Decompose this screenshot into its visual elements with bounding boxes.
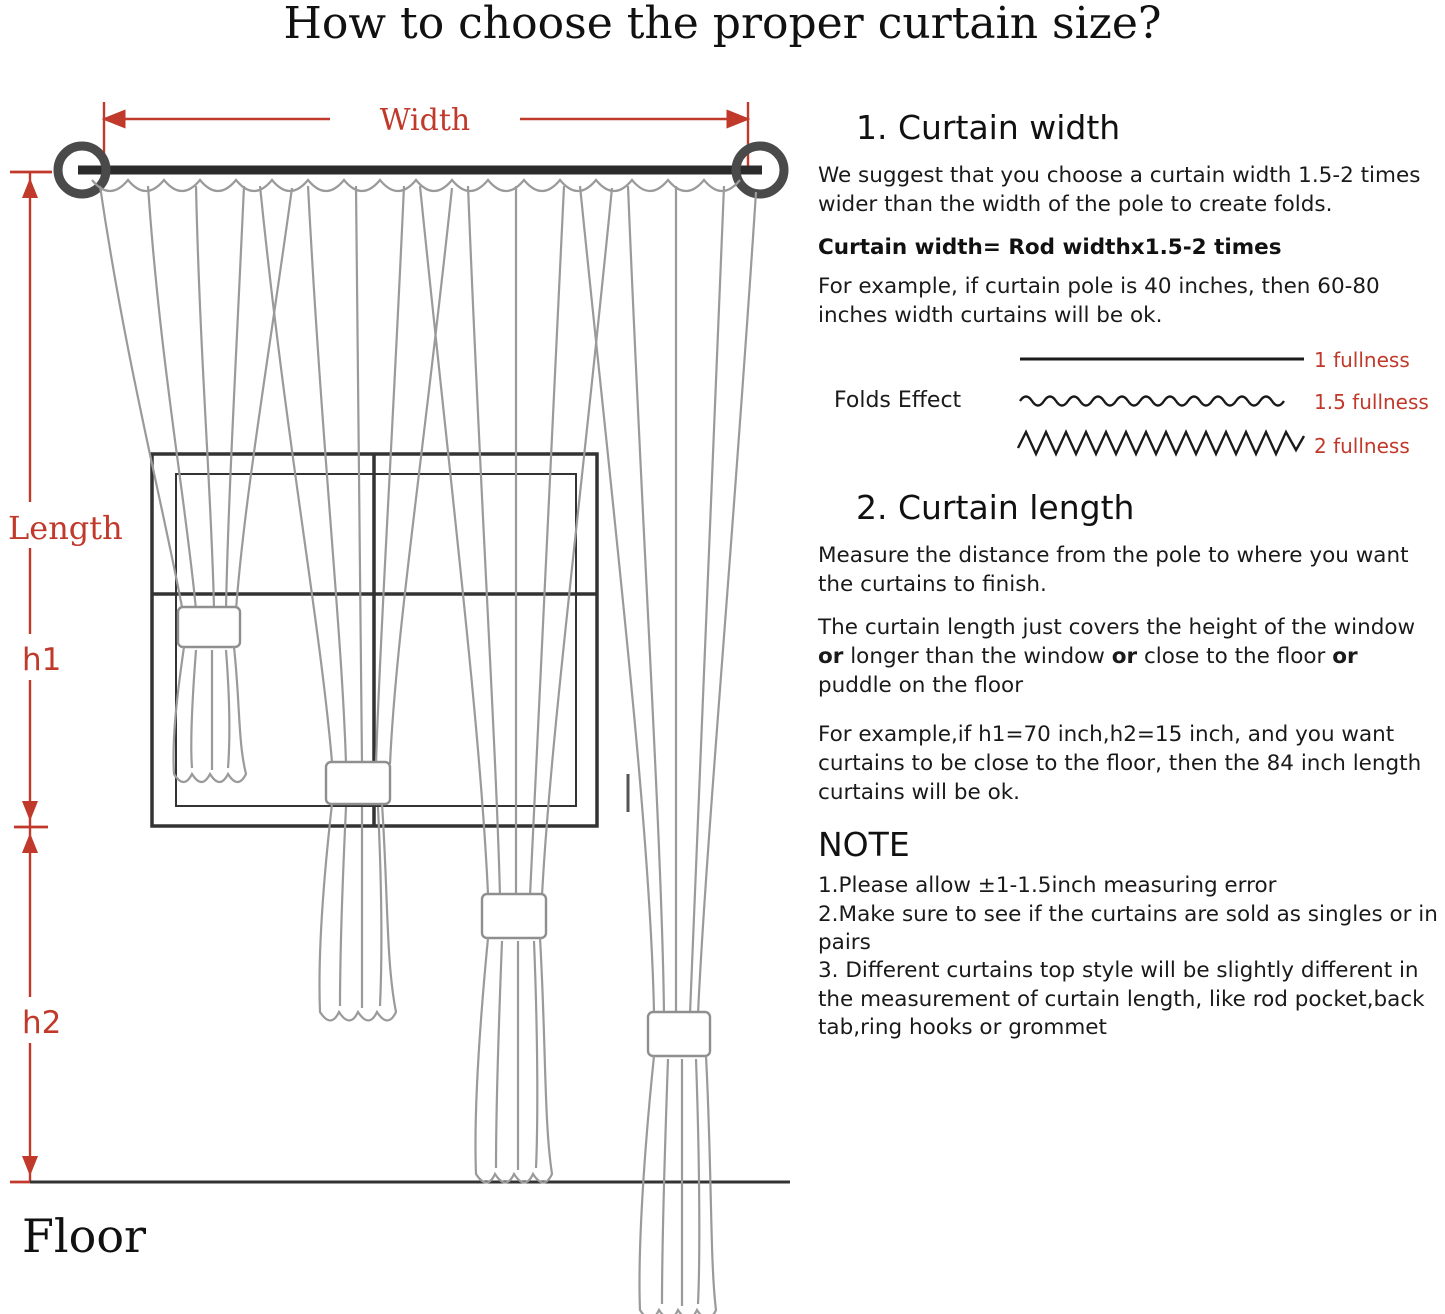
- label-h1: h1: [22, 642, 62, 678]
- section-2-paragraph-2: For example,if h1=70 inch,h2=15 inch, and you want curtains to be close to the floor, then the 84 inch length curtains will be ok.: [818, 722, 1422, 806]
- mixed-p4: puddle on the floor: [818, 673, 1024, 699]
- note-line-3: 3. Different curtains top style will be slightly different in the measurement of curtain length, like rod pocket,back tab,ring hooks or grommet: [818, 958, 1425, 1041]
- mixed-p2: longer than the window: [843, 644, 1112, 670]
- fold-label-1.5-fullness: 1.5 fullness: [1314, 390, 1429, 415]
- note-line-2: 2.Make sure to see if the curtains are sold as singles or in pairs: [818, 901, 1438, 955]
- curtain-diagram: [0, 62, 800, 1314]
- section-1-paragraph-1: We suggest that you choose a curtain width 1.5-2 times wider than the width of the pole to create folds.: [818, 163, 1421, 218]
- label-width: Width: [379, 103, 471, 138]
- fold-label-1-fullness: 1 fullness: [1314, 348, 1410, 373]
- mixed-p1: The curtain length just covers the height of the window: [818, 615, 1416, 641]
- note-line-1: 1.Please allow ±1-1.5inch measuring error: [818, 873, 1277, 899]
- section-1-formula: Curtain width= Rod widthx1.5-2 times: [818, 235, 1282, 261]
- label-length: Length: [8, 509, 123, 547]
- section-1-paragraph-2: For example, if curtain pole is 40 inches, then 60-80 inches width curtains will be ok.: [818, 274, 1380, 329]
- fold-line-1.5-fullness: [1016, 386, 1308, 420]
- section-2-heading: 2. Curtain length: [856, 488, 1135, 528]
- curtain-panels: [92, 180, 756, 1314]
- section-2-mixed-paragraph: [818, 613, 1438, 700]
- section-1-heading: 1. Curtain width: [856, 108, 1121, 147]
- fold-label-2-fullness: 2 fullness: [1314, 434, 1410, 459]
- fold-line-1-fullness: [1016, 344, 1308, 378]
- mixed-b3: or: [1332, 644, 1358, 670]
- mixed-p3: close to the floor: [1137, 644, 1333, 670]
- mixed-b1: or: [818, 644, 844, 670]
- folds-effect-group: [818, 344, 1438, 462]
- folds-effect-label: Folds Effect: [834, 388, 962, 414]
- mixed-b2: or: [1111, 644, 1138, 670]
- note-heading: NOTE: [818, 825, 910, 865]
- instructions-column: [818, 108, 1438, 1042]
- section-2-paragraph-1: Measure the distance from the pole to where you want the curtains to finish.: [818, 543, 1409, 598]
- fold-line-2-fullness: [1016, 428, 1308, 462]
- label-h2: h2: [22, 1005, 62, 1041]
- page-title: How to choose the proper curtain size?: [283, 0, 1162, 49]
- label-floor: Floor: [22, 1209, 147, 1263]
